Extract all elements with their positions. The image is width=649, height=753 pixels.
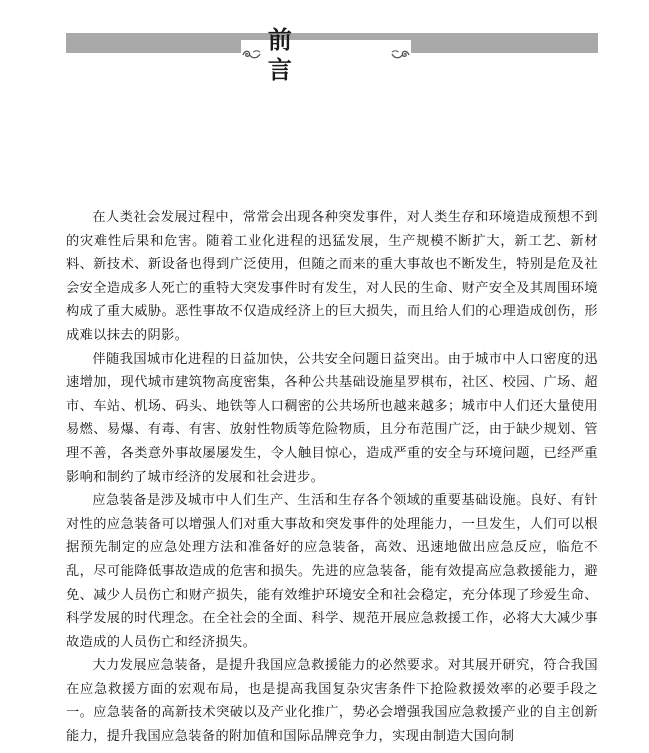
- paragraph: 大力发展应急装备，是提升我国应急救援能力的必然要求。对其展开研究，符合我国在应急救援方面的宏观布局，也是提高我国复杂灾害条件下抢险救援效率的必要手段之一。应急装备的高新技术突破以及产业化推广，势必会增强我国应急救援产业的自主创新能力，提升我国应急装备的附加值和国际品牌竞争力，实现由制造大国向制: [66, 658, 598, 745]
- preface-body: [66, 206, 598, 749]
- paragraph: 伴随我国城市化进程的日益加快，公共安全问题日益突出。由于城市中人口密度的迅速增加，现代城市建筑物高度密集，各种公共基础设施星罗棋布，社区、校园、广场、超市、车站、机场、码头、地铁等人口稠密的公共场所也越来越多；城市中人们还大量使用易燃、易爆、有毒、有害、放射性物质等危险物质，且分布范围广泛，由于缺少规划、管理不善，各类意外事故屡屡发生，令人触目惊心，造成严重的安全与环境问题，已经严重影响和制约了城市经济的发展和社会进步。: [66, 351, 598, 485]
- scroll-ornament-icon: [390, 48, 411, 62]
- paragraph: 应急装备是涉及城市中人们生产、生活和生存各个领域的重要基础设施。良好、有针对性的应急装备可以增强人们对重大事故和突发事件的处理能力，一旦发生，人们可以根据预先制定的应急处理方法和准备好的应急装备，高效、迅速地做出应急反应，临危不乱，尽可能降低事故造成的危害和损失。先进的应急装备，能有效提高应急救援能力，避免、减少人员伤亡和财产损失，能有效维护环境安全和社会稳定，充分体现了珍爱生命、科学发展的时代理念。在全社会的全面、科学、规范开展应急救援工作，必将大大减少事故造成的人员伤亡和经济损失。: [66, 493, 598, 650]
- page-title: 前 言: [267, 26, 326, 84]
- page-title-group: [241, 26, 411, 84]
- paragraph: 在人类社会发展过程中，常常会出现各种突发事件，对人类生存和环境造成预想不到的灾难性后果和危害。随着工业化进程的迅猛发展，生产规模不断扩大，新工艺、新材料、新技术、新设备也得到广泛使用，但随之而来的重大事故也不断发生，特别是危及社会安全造成多人死亡的重特大突发事件时有发生，对人民的生命、财产安全及其周围环境构成了重大威胁。恶性事故不仅造成经济上的巨大损失，而且给人们的心理造成创伤，形成难以抹去的阴影。: [66, 210, 598, 343]
- scroll-ornament-icon: [241, 48, 262, 62]
